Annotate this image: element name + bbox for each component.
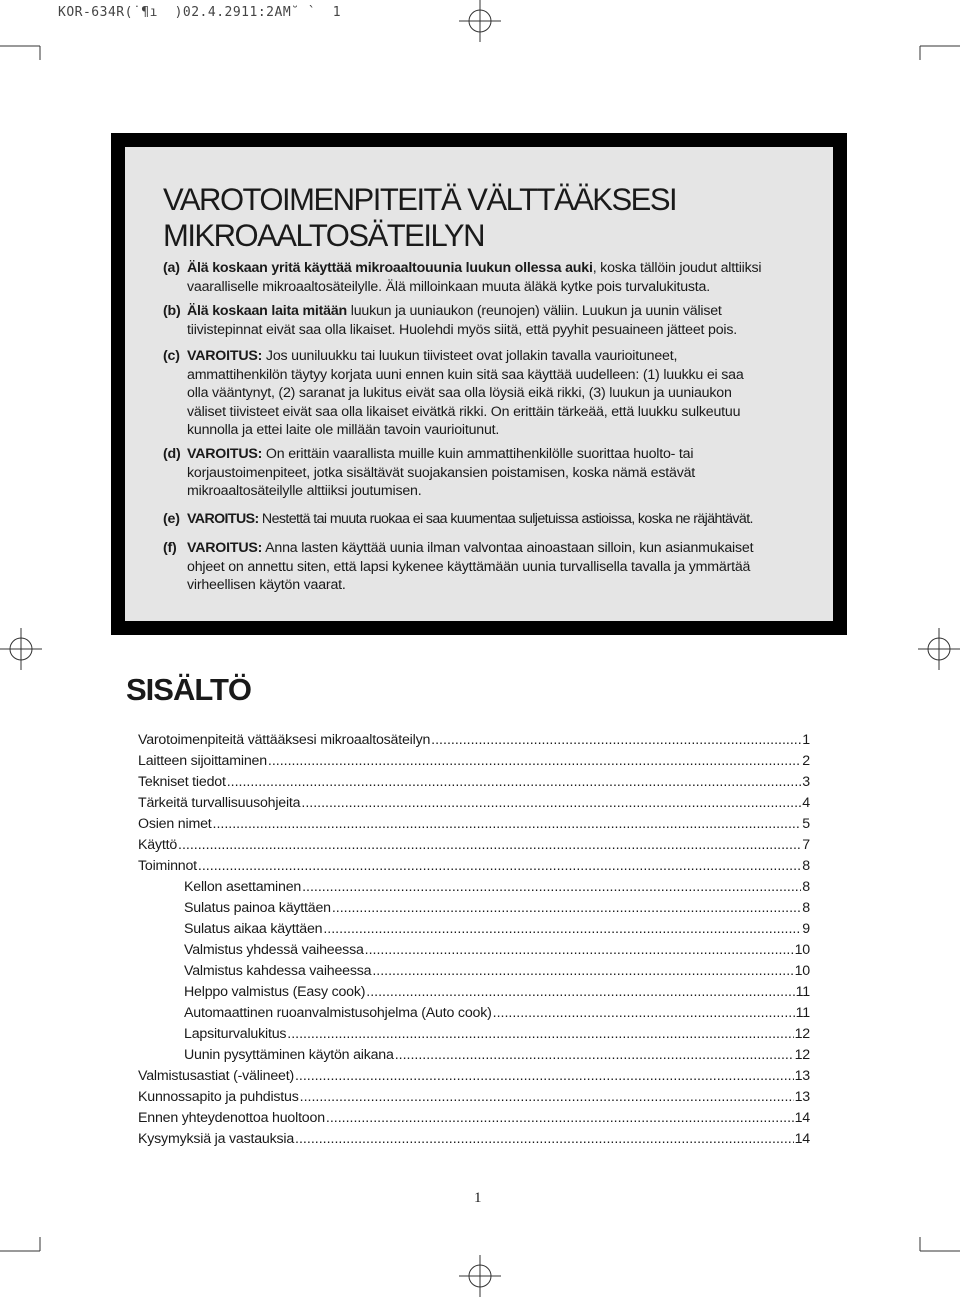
toc-leader-dots	[326, 1108, 794, 1129]
item-text: Jos uuniluukku tai luukun tiivisteet ovat jollakin tavalla vaurioituneet,	[262, 348, 678, 364]
warning-item-f	[163, 539, 828, 595]
toc-entry-title: Valmistus kahdessa vaiheessa	[184, 963, 372, 979]
item-text: luukun ja uuniaukon (reunojen) väliin. Luukun ja uunin väliset	[347, 303, 722, 319]
item-emphasis: VAROITUS:	[187, 348, 263, 364]
item-emphasis: VAROITUS:	[187, 446, 263, 462]
toc-subentry[interactable]	[138, 961, 810, 982]
toc-leader-dots	[227, 772, 802, 793]
toc-leader-dots	[268, 751, 801, 772]
toc-leader-dots	[198, 856, 801, 877]
toc-entry-page: 13	[794, 1089, 810, 1105]
toc-entry-title: Kysymyksiä ja vastauksia	[138, 1131, 295, 1147]
toc-leader-dots	[332, 898, 801, 919]
warning-title-line: VAROTOIMENPITEITÄ VÄLTTÄÄKSESI	[163, 180, 677, 217]
toc-entry-title: Valmistusastiat (-välineet)	[138, 1068, 294, 1084]
toc-leader-dots	[295, 1129, 794, 1150]
item-text: virheellisen käytön vaarat.	[187, 577, 346, 593]
toc-entry-page: 11	[795, 1005, 810, 1021]
toc-subentry[interactable]	[138, 1024, 810, 1045]
toc-entry-page: 9	[802, 921, 810, 937]
toc-entry[interactable]	[138, 1087, 810, 1108]
warning-item-d	[163, 445, 828, 501]
warning-title-line: MIKROAALTOSÄTEILYN	[163, 217, 484, 254]
toc-subentry[interactable]	[138, 940, 810, 961]
toc-entry-title: Kunnossapito ja puhdistus	[138, 1089, 299, 1105]
toc-entry-page: 10	[794, 942, 810, 958]
item-text: tiivistepinnat eivät saa olla likaiset. Huolehdi myös siitä, että pyyhit pesuaineen jätteet pois.	[187, 321, 737, 338]
item-text: On erittäin vaarallista muille kuin ammattihenkilölle suorittaa huolto- tai	[262, 446, 694, 462]
toc-leader-dots	[493, 1003, 795, 1024]
crosshair-registration-icon	[0, 628, 42, 670]
toc-entry-title: Lapsiturvalukitus	[184, 1026, 287, 1042]
toc-entry-page: 14	[794, 1131, 810, 1147]
item-emphasis: Älä koskaan yritä käyttää mikroaaltouunia luukun ollessa auki	[187, 260, 593, 276]
item-text: , koska tällöin joudut alttiiksi	[592, 260, 762, 276]
toc-entry[interactable]	[138, 772, 810, 793]
toc-entry[interactable]	[138, 835, 810, 856]
toc-subentry[interactable]	[138, 1045, 810, 1066]
crosshair-registration-icon	[459, 0, 501, 42]
warning-item-c	[163, 347, 828, 440]
toc-entry-page: 11	[795, 984, 810, 1000]
toc-entry-title: Ennen yhteydenottoa huoltoon	[138, 1110, 325, 1126]
toc-entry-title: Sulatus aikaa käyttäen	[184, 921, 323, 937]
toc-entry-title: Uunin pysyttäminen käytön aikana	[184, 1047, 394, 1063]
item-text: ohjeet on annettu siten, että lapsi kykenee käyttämään uunia turvallisella tavalla ja ymmärtää	[187, 558, 751, 575]
toc-entry-page: 8	[802, 858, 810, 874]
item-text: ammattihenkilön täytyy korjata uuni ennen kuin sitä saa käyttää uudelleen: (1) luukku ei saa	[187, 366, 744, 383]
toc-subentry[interactable]	[138, 982, 810, 1003]
item-text: kunnolla ja ettei laite ole millään tavoin vaurioitunut.	[187, 422, 500, 438]
warning-item-a	[163, 259, 828, 296]
warning-item-b	[163, 302, 828, 339]
print-header: KOR-634R(˙¶ı )02.4.2911:2AM˘ ` 1	[58, 5, 342, 20]
toc-entry-title: Automaattinen ruoanvalmistusohjelma (Auto cook)	[184, 1005, 492, 1021]
item-emphasis: Älä koskaan laita mitään	[187, 303, 348, 319]
toc-entry-page: 10	[794, 963, 810, 979]
toc-entry[interactable]	[138, 1108, 810, 1129]
toc-title: SISÄLTÖ	[126, 672, 252, 707]
table-of-contents	[138, 730, 810, 1150]
toc-subentry[interactable]	[138, 898, 810, 919]
toc-entry-page: 8	[802, 879, 810, 895]
warning-box	[111, 133, 847, 635]
toc-entry-title: Käyttö	[138, 837, 178, 853]
crop-corner-icon	[0, 1237, 60, 1297]
toc-entry-page: 12	[794, 1047, 810, 1063]
toc-leader-dots	[295, 1066, 794, 1087]
item-text: väliset tiivisteet eivät saa olla likaiset eivätkä rikki. On erittäin tärkeää, että luukku sulkeutuu	[187, 403, 741, 420]
toc-leader-dots	[431, 730, 801, 751]
toc-leader-dots	[178, 835, 801, 856]
item-emphasis: VAROITUS:	[187, 511, 259, 527]
item-text: olla vääntynyt, (2) saranat ja lukitus eivät saa olla löysiä eikä rikki, (3) luukun ja uuniaukon	[187, 385, 732, 401]
toc-leader-dots	[395, 1045, 794, 1066]
item-text: vaaralliselle mikroaaltosäteilylle. Älä milloinkaan muuta äläkä kytke pois turvalukitusta.	[187, 278, 710, 295]
toc-leader-dots	[213, 814, 802, 835]
item-label: (e)	[163, 511, 180, 527]
item-text: Anna lasten käyttää uunia ilman valvontaa ainoastaan silloin, kun asianmukaiset	[262, 540, 754, 556]
toc-leader-dots	[301, 793, 801, 814]
toc-entry-title: Valmistus yhdessä vaiheessa	[184, 942, 364, 958]
crosshair-registration-icon	[918, 628, 960, 670]
item-text: mikroaaltosäteilylle alttiiksi joutumisen.	[187, 483, 422, 499]
toc-entry[interactable]	[138, 793, 810, 814]
toc-leader-dots	[300, 1087, 794, 1108]
toc-leader-dots	[323, 919, 801, 940]
toc-entry-page: 1	[802, 732, 810, 748]
crosshair-registration-icon	[459, 1255, 501, 1297]
crop-corner-icon	[900, 1237, 960, 1297]
toc-leader-dots	[366, 982, 794, 1003]
toc-entry-title: Varotoimenpiteitä vättääksesi mikroaaltosäteilyn	[138, 732, 431, 748]
toc-entry[interactable]	[138, 730, 810, 751]
crop-corner-icon	[900, 0, 960, 60]
toc-entry-title: Tärkeitä turvallisuusohjeita	[138, 795, 301, 811]
item-label: (b)	[163, 303, 181, 319]
toc-entry[interactable]	[138, 814, 810, 835]
toc-entry-page: 7	[802, 837, 810, 853]
toc-entry[interactable]	[138, 856, 810, 877]
toc-entry-page: 13	[794, 1068, 810, 1084]
item-label: (a)	[163, 260, 180, 276]
toc-entry-page: 14	[794, 1110, 810, 1126]
item-text: korjaustoimenpiteet, jotka sisältävät suojakansien poistamisen, koska nämä estävät	[187, 464, 696, 481]
toc-entry[interactable]	[138, 1066, 810, 1087]
page-number: 1	[474, 1190, 482, 1206]
toc-entry-title: Toiminnot	[138, 858, 197, 874]
toc-leader-dots	[287, 1024, 793, 1045]
item-label: (c)	[163, 348, 180, 364]
toc-entry-title: Tekniset tiedot	[138, 774, 226, 790]
toc-entry-page: 5	[802, 816, 810, 832]
toc-subentry[interactable]	[138, 877, 810, 898]
toc-subentry[interactable]	[138, 919, 810, 940]
toc-entry-page: 2	[802, 753, 810, 769]
warning-item-e	[163, 510, 828, 529]
toc-entry-page: 8	[802, 900, 810, 916]
crop-corner-icon	[0, 0, 60, 60]
toc-entry-title: Laitteen sijoittaminen	[138, 753, 267, 769]
toc-entry-title: Osien nimet	[138, 816, 212, 832]
item-emphasis: VAROITUS:	[187, 540, 263, 556]
item-text: Nestettä tai muuta ruokaa ei saa kuumentaa suljetuissa astioissa, koska ne räjähtävät.	[258, 511, 753, 527]
item-label: (f)	[163, 540, 177, 556]
toc-entry[interactable]	[138, 1129, 810, 1150]
item-label: (d)	[163, 446, 181, 462]
warning-title	[163, 181, 676, 253]
toc-entry-title: Kellon asettaminen	[184, 879, 302, 895]
toc-entry-page: 3	[802, 774, 810, 790]
toc-entry-page: 4	[802, 795, 810, 811]
toc-leader-dots	[302, 877, 801, 898]
warning-box-inner	[125, 147, 833, 621]
toc-entry[interactable]	[138, 751, 810, 772]
toc-entry-title: Sulatus painoa käyttäen	[184, 900, 331, 916]
toc-entry-title: Helppo valmistus (Easy cook)	[184, 984, 366, 1000]
toc-leader-dots	[365, 940, 794, 961]
toc-leader-dots	[372, 961, 793, 982]
toc-subentry[interactable]	[138, 1003, 810, 1024]
toc-entry-page: 12	[794, 1026, 810, 1042]
